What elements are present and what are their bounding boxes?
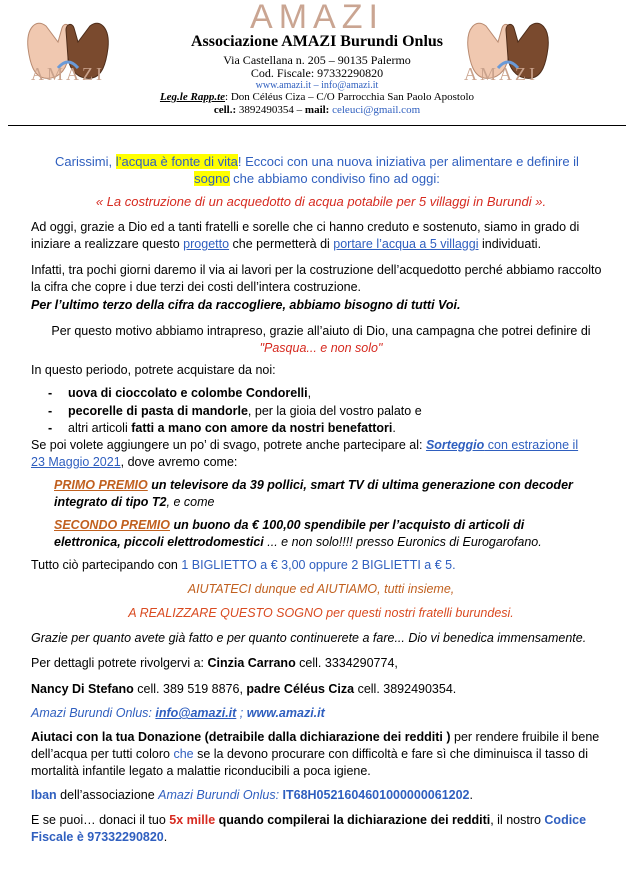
thanks: Grazie per quanto avete già fatto e per quanto continuerete a fare... Dio vi benedica immensamente. <box>31 631 587 645</box>
paragraph-5: In questo periodo, potrete acquistare da noi: <box>31 363 276 377</box>
legal-label: Leg.le Rapp.te <box>159 91 226 103</box>
paragraph-1: Ad oggi, grazie a Dio ed a tanti fratelli e sorelle che ci hanno creduto e sostenuto, siamo in grado di iniziare a realizzare questo progetto che permetterà di portare l’acqua a 5 villaggi individuati. <box>31 220 580 251</box>
details-line-2: Nancy Di Stefano cell. 389 519 8876, padre Céléus Ciza cell. 3892490354. <box>31 682 457 696</box>
address: Via Castellana n. 205 – 90135 Palermo <box>223 53 411 67</box>
mail-address[interactable]: celeuci@gmail.com <box>329 104 421 116</box>
org-name: Associazione AMAZI Burundi Onlus <box>190 33 444 50</box>
prize-1-label: PRIMO PREMIO <box>54 478 148 492</box>
paragraph-6: Se poi volete aggiungere un po’ di svago, potrete anche partecipare al: Sorteggio con estrazione il 23 Maggio 2021, dove avremo come: <box>31 438 579 469</box>
mail-label: mail: <box>304 104 330 116</box>
prize-1: PRIMO PREMIO un televisore da 39 pollici, smart TV di ultima generazione con decoder integrato di tipo T2, e come <box>54 478 573 509</box>
codice-fiscale: Codice Fiscale è 97332290820 <box>31 813 587 844</box>
final-paragraph: E se puoi… donaci il tuo 5x mille quando compilerai la dichiarazione dei redditi, il nostro Codice Fiscale è 97332290820. <box>31 813 587 844</box>
link-progetto[interactable]: progetto <box>183 237 230 251</box>
paragraph-4: Per questo motivo abbiamo intrapreso, grazie all’aiuto di Dio, una campagna che potrei definire di "Pasqua... e non solo" <box>51 324 591 355</box>
link-sorteggio[interactable]: Sorteggio <box>425 438 485 452</box>
prize-2-label: SECONDO PREMIO <box>54 518 170 532</box>
email-link[interactable]: info@amazi.it <box>155 706 237 720</box>
contact-2-name: Nancy Di Stefano <box>31 682 134 696</box>
legal-rep: : Don Céléus Ciza – C/O Parrocchia San Paolo Apostolo <box>225 91 475 103</box>
fiscal-code: Cod. Fiscale: 97332290820 <box>250 66 384 80</box>
link-portare-acqua[interactable]: portare l’acqua a 5 villaggi <box>333 237 479 251</box>
call-2: A REALIZZARE QUESTO SOGNO per questi nostri fratelli burundesi. <box>128 606 514 620</box>
legal-rep-line <box>0 91 634 103</box>
list-item: - uova di cioccolato e colombe Condorelli, <box>48 386 312 400</box>
paragraph-7: Tutto ciò partecipando con 1 BIGLIETTO a € 3,00 oppure 2 BIGLIETTI a € 5. <box>31 558 456 572</box>
contact-1-name: Cinzia Carrano <box>207 656 296 670</box>
intro-highlight: l’acqua è fonte di vita <box>115 154 238 169</box>
list-item: - pecorelle di pasta di mandorle, per la gioia del vostro palato e <box>48 404 422 418</box>
web-line[interactable]: www.amazi.it – info@amazi.it <box>255 80 379 91</box>
details-line-1: Per dettagli potrete rivolgervi a: Cinzia Carrano cell. 3334290774, <box>31 656 398 670</box>
corner-logo-left: AMAZI <box>31 64 105 84</box>
corner-logo-right: AMAZI <box>464 64 538 84</box>
paragraph-3: Per l’ultimo terzo della cifra da raccogliere, abbiamo bisogno di tutti Voi. <box>31 298 461 312</box>
donation-paragraph: Aiutaci con la tua Donazione (detraibile dalla dichiarazione dei redditi ) per rendere fruibile il bene dell’acqua per tutti coloro che se la devono procurare con difficoltà e fare sì che diminuisca il tasso di mortalità infantile legato a malattie riconducibili a poca igiene. <box>31 730 600 778</box>
cell-number: 3892490354 – <box>236 104 305 116</box>
ticket-prices: 1 BIGLIETTO a € 3,00 oppure 2 BIGLIETTI a € 5. <box>181 558 456 572</box>
pasqua-quote: "Pasqua... e non solo" <box>259 341 383 355</box>
iban-code: IT68H0521604601000000061202 <box>279 788 470 802</box>
web-contacts: Amazi Burundi Onlus: info@amazi.it ; www.amazi.it <box>31 706 325 720</box>
project-quote: « La costruzione di un acquedotto di acqua potabile per 5 villaggi in Burundi ». <box>95 194 547 209</box>
intro-highlight-sogno: sogno <box>194 171 230 186</box>
contact-3-name: padre Céléus Ciza <box>246 682 355 696</box>
list-item: - altri articoli fatti a mano con amore da nostri benefattori. <box>48 421 396 435</box>
prize-2: SECONDO PREMIO un buono da € 100,00 spendibile per l’acquisto di articoli di elettronica, piccoli elettrodomestici ... e non solo!!!! presso Euronics di Eurogarofano. <box>54 518 542 549</box>
website-link[interactable]: www.amazi.it <box>246 706 325 720</box>
call-1: AIUTATECI dunque ed AIUTIAMO, tutti insieme, <box>187 582 455 596</box>
draw-date[interactable]: 23 Maggio 2021 <box>31 455 121 469</box>
iban-line: Iban dell’associazione Amazi Burundi Onlus: IT68H0521604601000000061202. <box>31 788 473 802</box>
paragraph-2: Infatti, tra pochi giorni daremo il via ai lavori per la costruzione dell’acquedotto perché abbiamo raccolto la cifra che copre i due terzi dei costi dell’intera costruzione. <box>31 263 602 294</box>
cell-label: cell.: <box>213 104 237 116</box>
main-logo-text: AMAZI <box>250 0 384 36</box>
header-divider <box>8 125 626 126</box>
intro: Carissimi, l’acqua è fonte di vita! Eccoci con una nuova iniziativa per alimentare e definire il sogno che abbiamo condiviso fino ad oggi: <box>55 154 579 186</box>
contact-line <box>0 104 634 116</box>
